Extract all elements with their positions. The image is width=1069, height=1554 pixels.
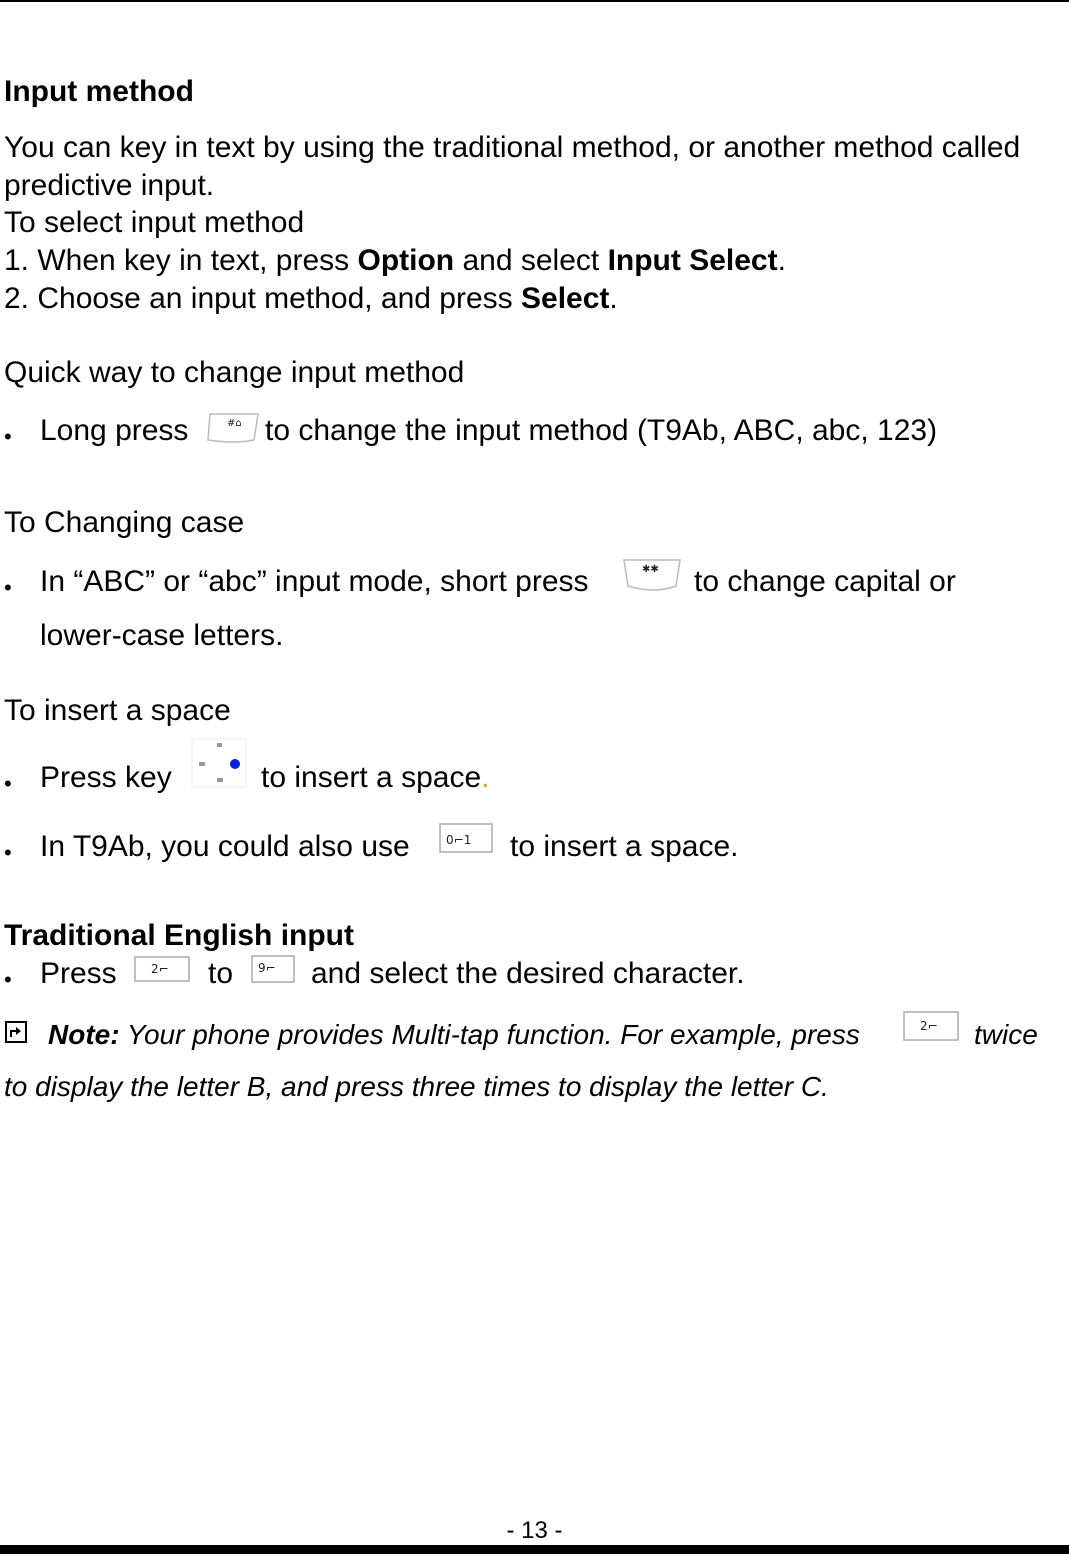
note-label: Note: (48, 1019, 120, 1050)
insert-space-bullet-2-post: to insert a space. (510, 830, 739, 863)
top-rule (0, 0, 1069, 2)
nav-key-icon (190, 737, 248, 789)
hash-key-icon (204, 410, 260, 446)
page-number: - 13 - (506, 1517, 563, 1544)
key-2-icon (902, 1010, 960, 1042)
intro-line-1: You can key in text by using the traditional method, or another method called (4, 131, 1021, 164)
step-1-mid: and select (454, 244, 608, 277)
note-key-2-label: 2⌐ (920, 1019, 938, 1033)
insert-space-bullet-1-post (261, 760, 489, 796)
key-2-icon (133, 955, 191, 983)
step-1-prefix: 1. When key in text, press (4, 244, 358, 277)
option-keyword: Option (357, 244, 455, 277)
bottom-rule (0, 1545, 1069, 1554)
traditional-mid: to (208, 957, 234, 990)
zero-key-icon (438, 822, 494, 854)
changing-case-heading: To Changing case (4, 506, 245, 539)
changing-case-line-2: lower-case letters. (40, 619, 284, 652)
changing-case-post: to change capital or (694, 565, 956, 598)
traditional-input-title: Traditional English input (4, 919, 354, 952)
intro-line-2: predictive input. (4, 169, 215, 202)
insert-space-text: to insert a space (261, 761, 482, 794)
bullet-dot: • (4, 424, 12, 449)
orange-period: . (481, 761, 490, 794)
step-2 (4, 281, 618, 317)
step-2-prefix: 2. Choose an input method, and press (4, 282, 522, 315)
note-line-1-post: twice (974, 1019, 1038, 1050)
note-line-1 (48, 1017, 860, 1053)
insert-space-bullet-2-pre: In T9Ab, you could also use (40, 830, 410, 863)
note-icon (4, 1020, 28, 1044)
bullet-dot: • (4, 575, 12, 600)
quick-change-pre: Long press (40, 414, 189, 447)
key-9-icon (250, 954, 296, 984)
bullet-dot: • (4, 771, 12, 796)
section-title-input-method: Input method (4, 75, 194, 108)
quick-change-heading: Quick way to change input method (4, 356, 465, 389)
key-9-label: 9⌐ (258, 961, 276, 975)
select-input-heading: To select input method (4, 206, 305, 239)
key-2-label: 2⌐ (151, 962, 169, 976)
note-line-2: to display the letter B, and press three times to display the letter C. (4, 1071, 829, 1102)
bullet-dot: • (4, 840, 12, 865)
step-2-end: . (609, 282, 618, 315)
bullet-dot: • (4, 967, 12, 992)
hash-key-label: #⌂ (227, 418, 242, 429)
star-key-label: ✱✱ (642, 564, 659, 575)
insert-space-heading: To insert a space (4, 694, 231, 727)
note-line-1-text: Your phone provides Multi-tap function. For example, press (119, 1019, 860, 1050)
insert-space-bullet-1-pre: Press key (40, 761, 172, 794)
step-1 (4, 243, 786, 279)
changing-case-pre: In “ABC” or “abc” input mode, short press (40, 565, 589, 598)
step-1-end: . (777, 244, 786, 277)
star-key-icon (620, 556, 684, 596)
quick-change-post: to change the input method (T9Ab, ABC, abc, 123) (265, 414, 938, 447)
input-select-keyword: Input Select (607, 244, 778, 277)
zero-key-label: 0⌐1 (446, 833, 472, 847)
traditional-post: and select the desired character. (311, 957, 745, 990)
traditional-pre: Press (40, 957, 117, 990)
select-keyword: Select (521, 282, 610, 315)
